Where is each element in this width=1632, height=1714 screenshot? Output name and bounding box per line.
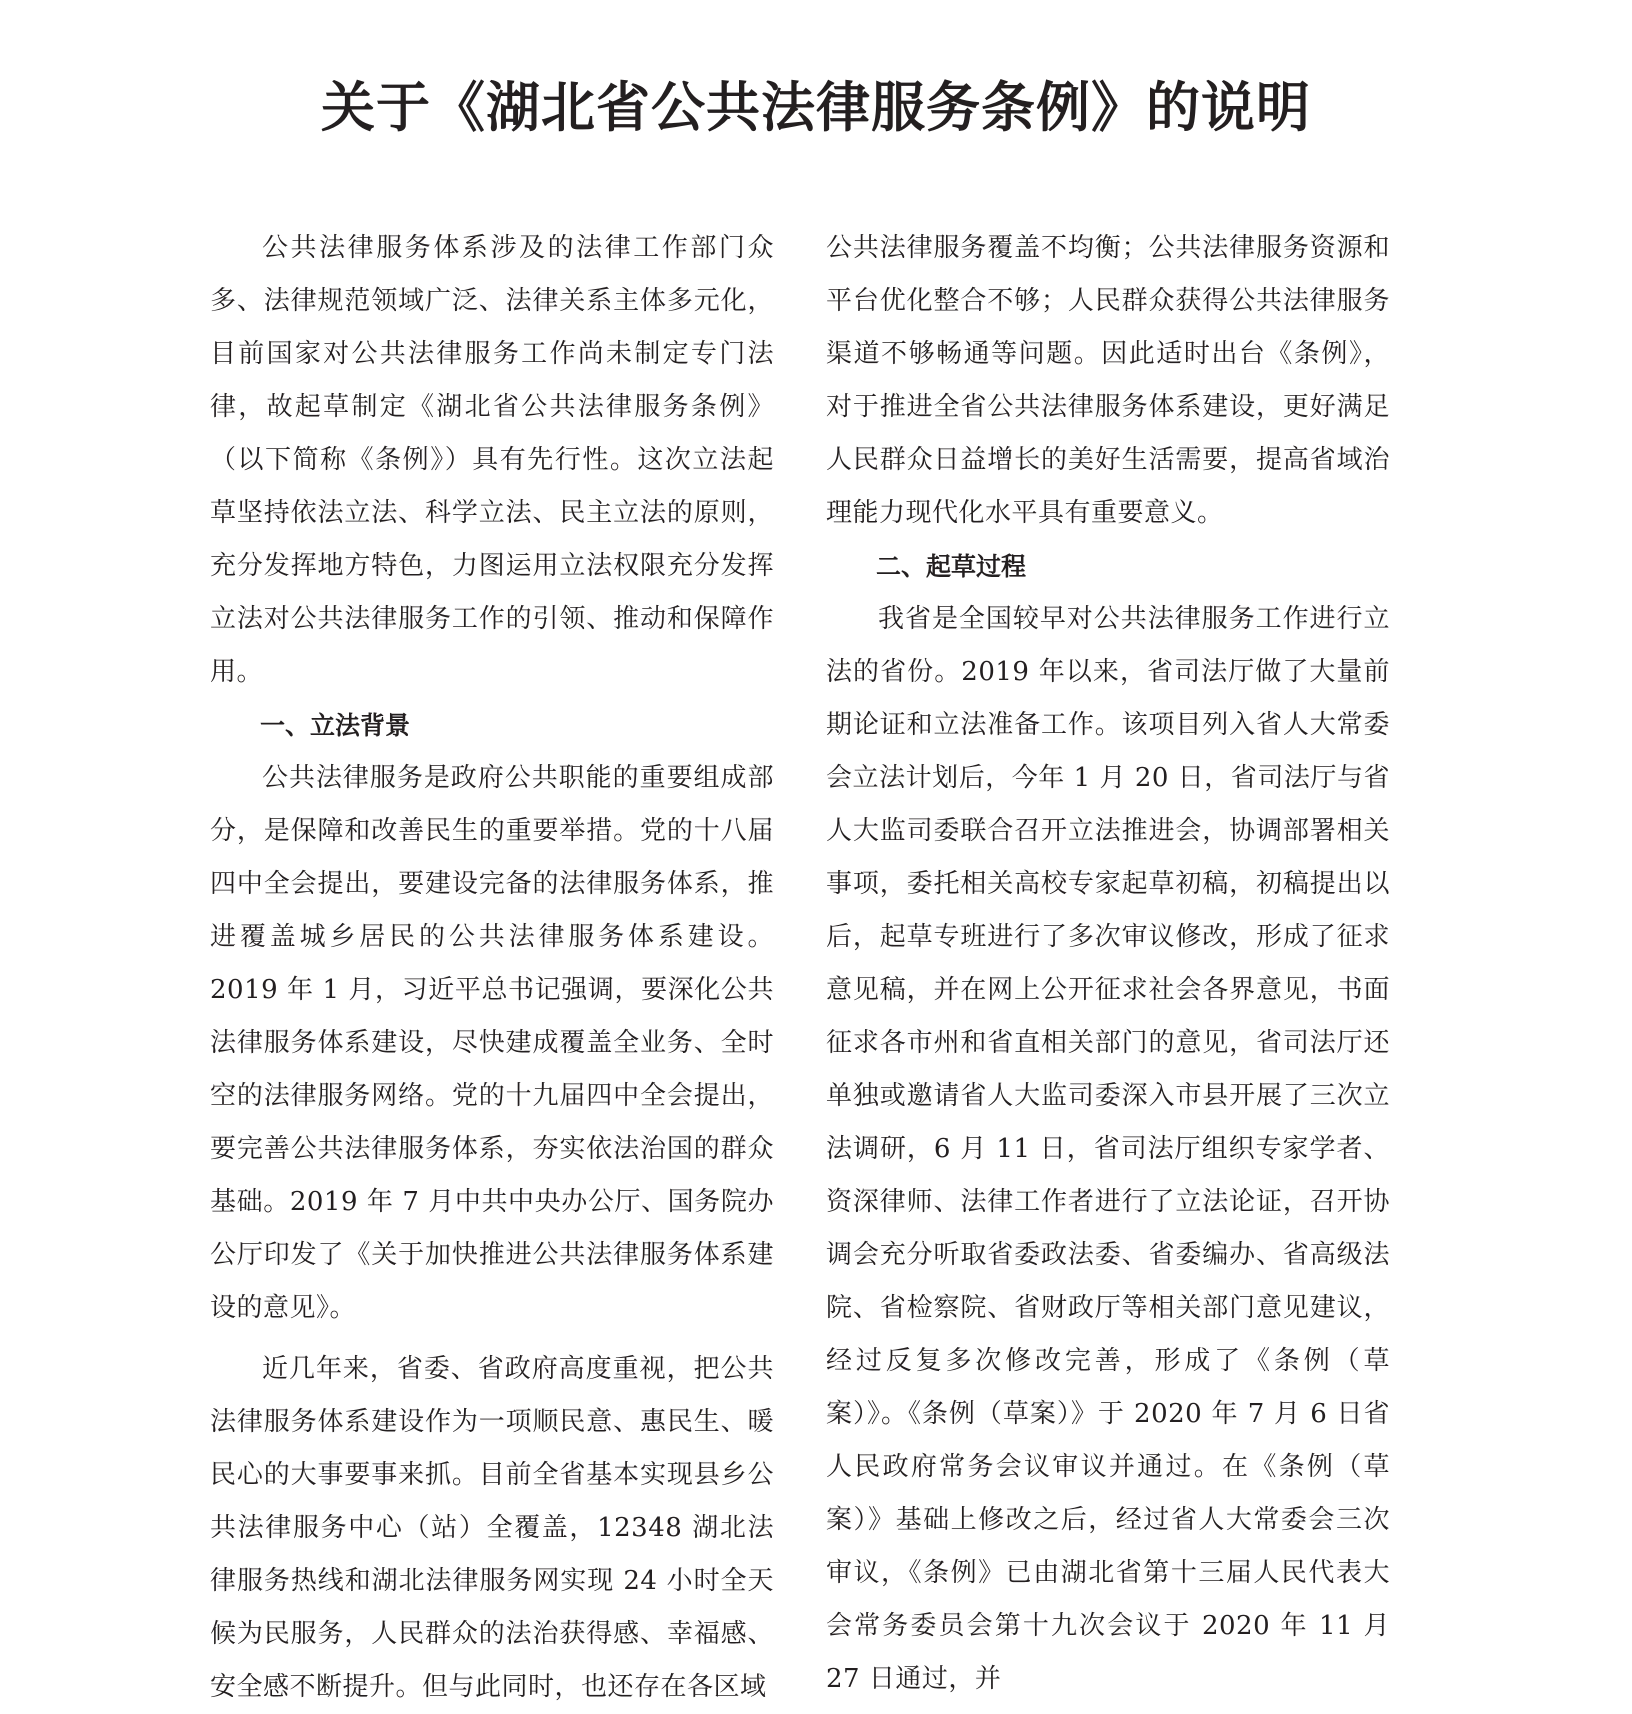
- intro-paragraph: 公共法律服务体系涉及的法律工作部门众多、法律规范领域广泛、法律关系主体多元化，目前国家对公共法律服务工作尚未制定专门法律，故起草制定《湖北省公共法律服务条例》（以下简称《条例》）具有先行性。这次立法起草坚持依法立法、科学立法、民主立法的原则，充分发挥地方特色，力图运用立法权限充分发挥立法对公共法律服务工作的引领、推动和保障作用。: [210, 233, 774, 687]
- section-heading-drafting: 二、起草过程: [876, 552, 1027, 581]
- drafting-process-paragraph: 我省是全国较早对公共法律服务工作进行立法的省份。2019 年以来，省司法厅做了大量前期论证和立法准备工作。该项目列入省人大常委会立法计划后，今年 1 月 20 日，省司法厅与省人大监司委联合召开立法推进会，协调部署相关事项，委托相关高校专家起草初稿，初稿提出以后，起草专班进行了多次审议修改，形成了征求意见稿，并在网上公开征求社会各界意见，书面征求各市州和省直相关部门的意见，省司法厅还单独或邀请省人大监司委深入市县开展了三次立法调研，6 月 11 日，省司法厅组织专家学者、资深律师、法律工作者进行了立法论证，召开协调会充分听取省委政法委、省委编办、省高级法院、省检察院、省财政厅等相关部门意见建议，经过反复多次修改完善，形成了《条例（草案）》。《条例（草案）》于 2020 年 7 月 6 日省人民政府常务会议审议并通过。在《条例（草案）》基础上修改之后，经过省人大常委会三次审议，《条例》已由湖北省第十三届人民代表大会常务委员会第十九次会议于 2020 年 11 月 27 日通过，并: [826, 604, 1390, 1694]
- continued-paragraph: 公共法律服务覆盖不均衡；公共法律服务资源和平台优化整合不够；人民群众获得公共法律服务渠道不够畅通等问题。因此适时出台《条例》，对于推进全省公共法律服务体系建设，更好满足人民群众日益增长的美好生活需要，提高省域治理能力现代化水平具有重要意义。: [826, 233, 1390, 528]
- recent-years-paragraph: 近几年来，省委、省政府高度重视，把公共法律服务体系建设作为一项顺民意、惠民生、暖民心的大事要事来抓。目前全省基本实现县乡公共法律服务中心（站）全覆盖，12348 湖北法律服务热线和湖北法律服务网实现 24 小时全天候为民服务，人民群众的法治获得感、幸福感、安全感不断提升。但与此同时，也还存在各区域: [210, 1354, 774, 1702]
- page-title: 关于《湖北省公共法律服务条例》的说明: [321, 75, 1311, 139]
- right-column: [826, 222, 1390, 1706]
- section-heading-background: 一、立法背景: [260, 711, 411, 740]
- background-paragraph: 公共法律服务是政府公共职能的重要组成部分，是保障和改善民生的重要举措。党的十八届四中全会提出，要建设完备的法律服务体系，推进覆盖城乡居民的公共法律服务体系建设。2019 年 1 月，习近平总书记强调，要深化公共法律服务体系建设，尽快建成覆盖全业务、全时空的法律服务网络。党的十九届四中全会提出，要完善公共法律服务体系，夯实依法治国的群众基础。2019 年 7 月中共中央办公厅、国务院办公厅印发了《关于加快推进公共法律服务体系建设的意见》。: [210, 763, 774, 1323]
- left-column: [210, 222, 774, 1714]
